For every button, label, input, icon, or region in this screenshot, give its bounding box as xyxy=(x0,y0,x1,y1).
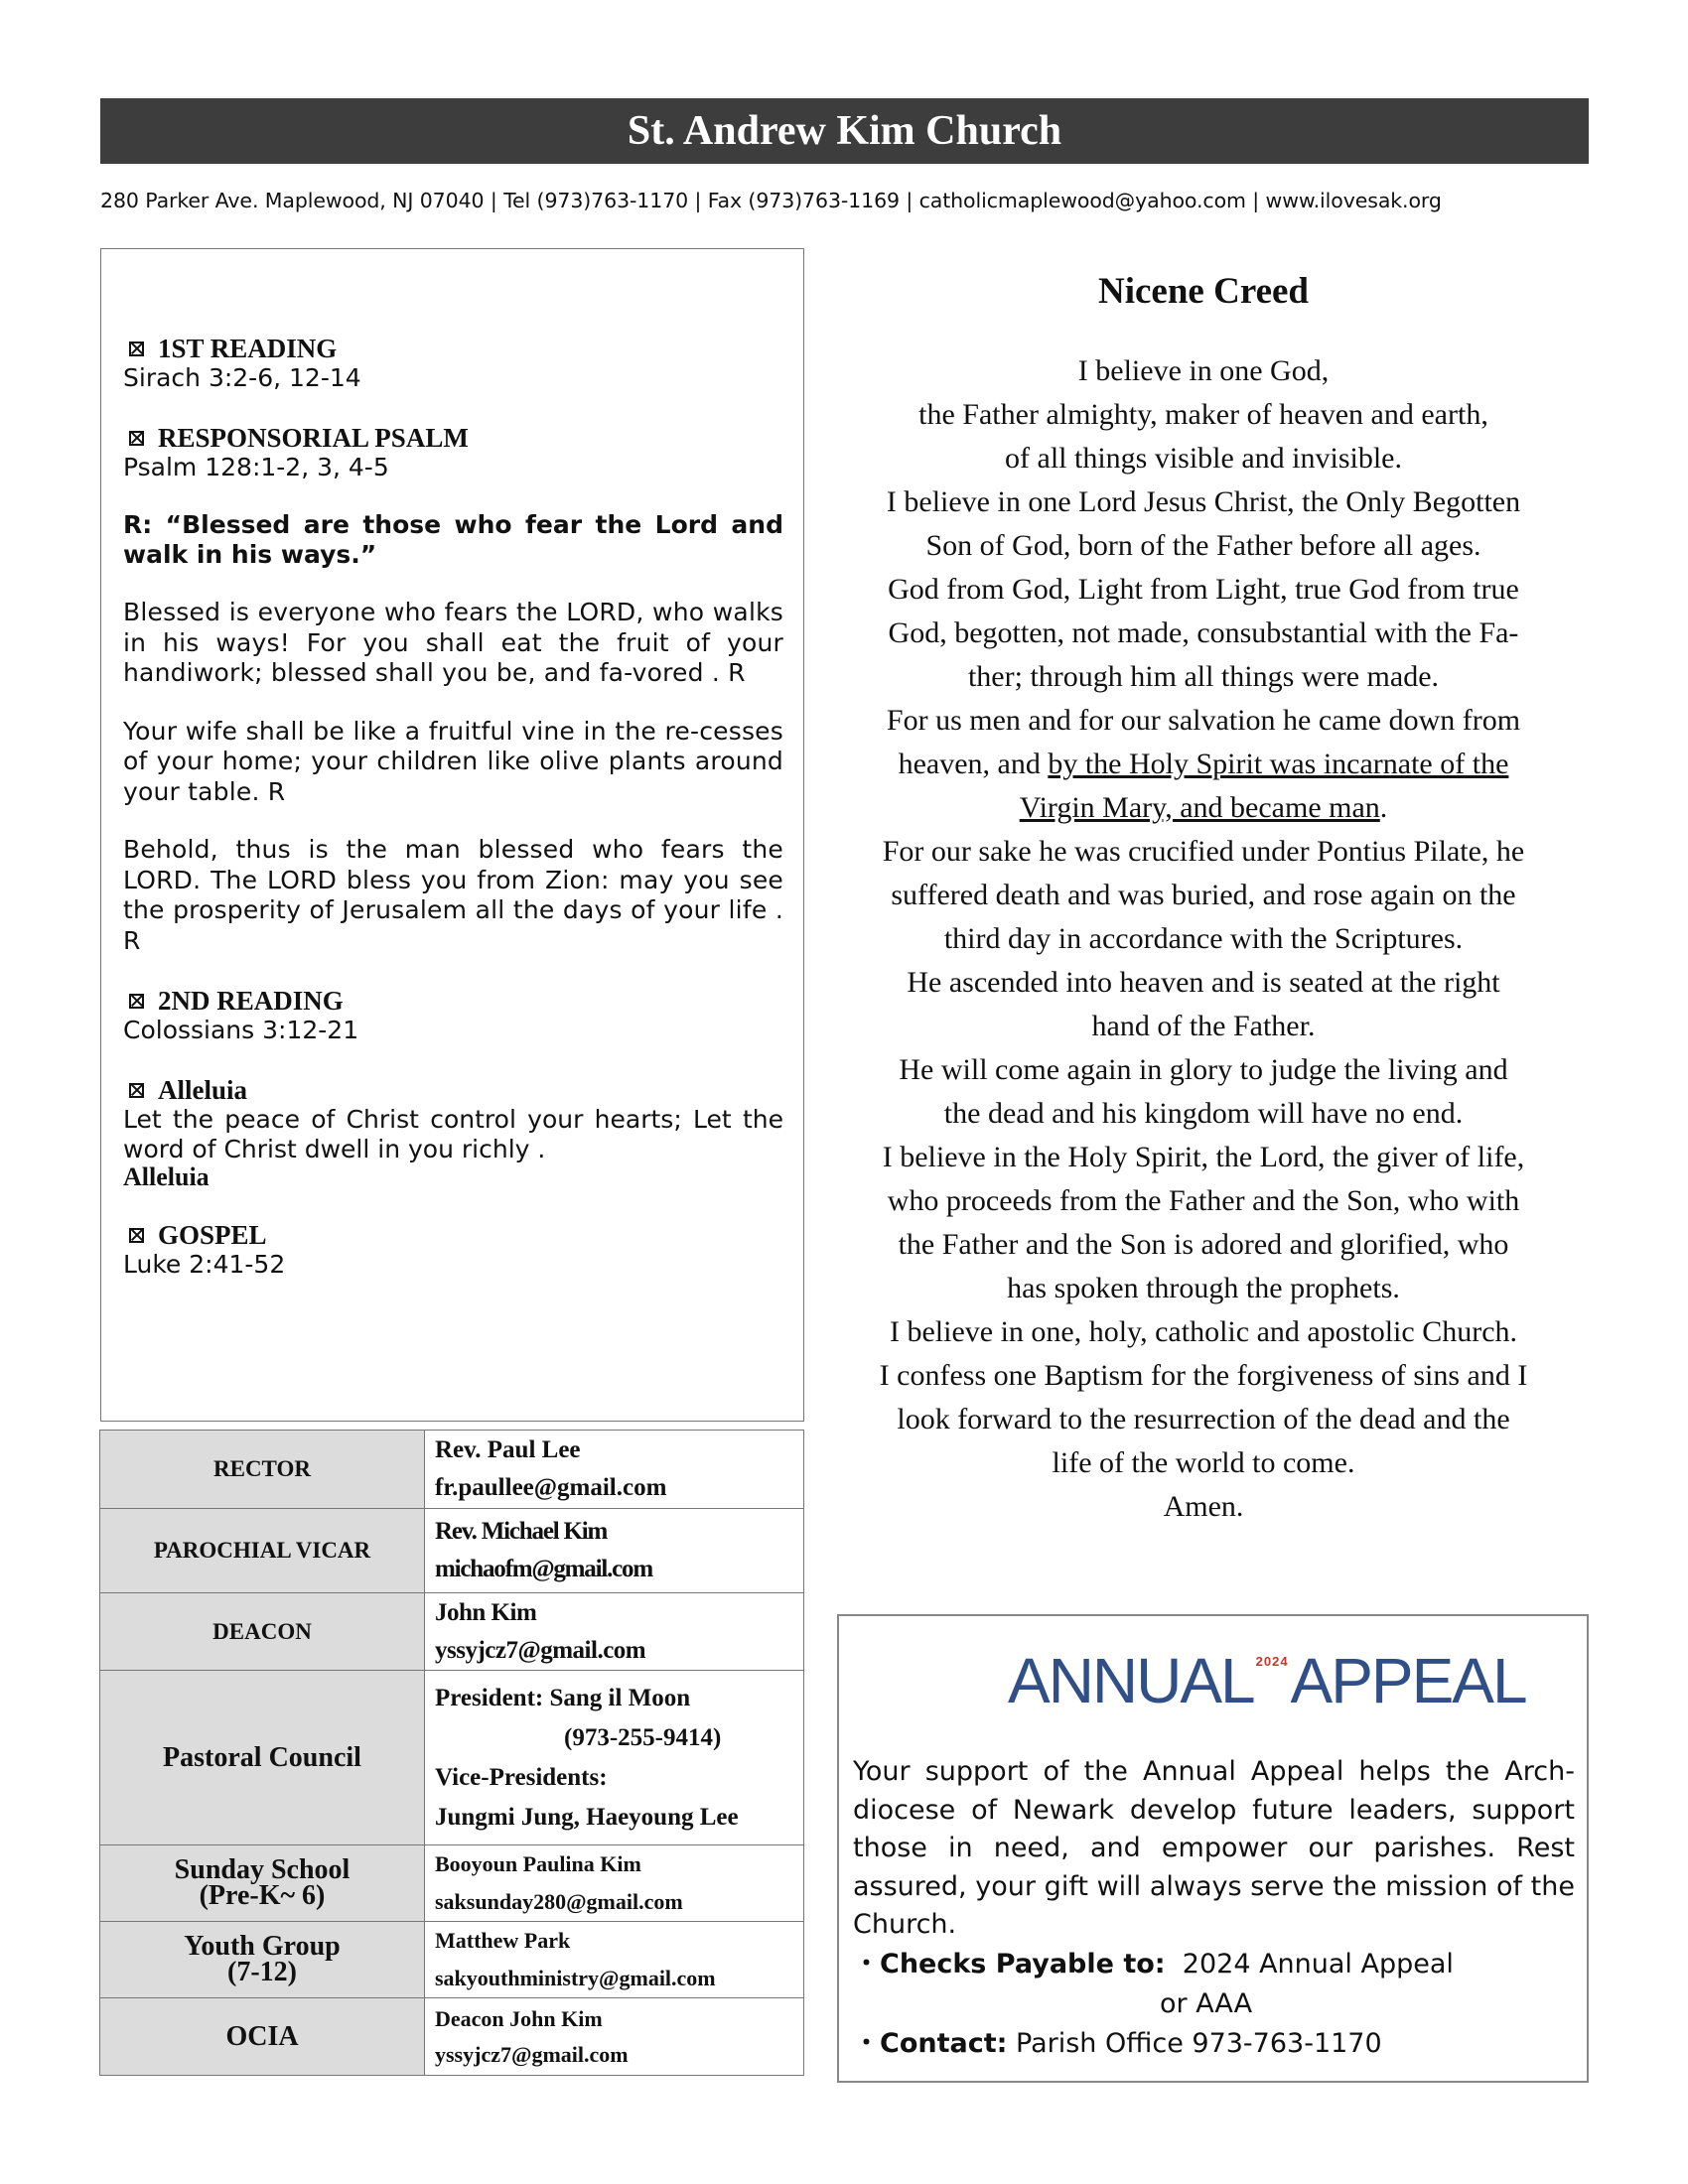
creed-line: third day in accordance with the Scriptures. xyxy=(943,922,1464,955)
annual-appeal-logo xyxy=(1008,1644,1526,1716)
staff-role: OCIA xyxy=(100,1998,425,2076)
creed-line: God from God, Light from Light, true God from true xyxy=(888,573,1519,606)
staff-email: fr.paullee@gmail.com xyxy=(435,1474,667,1501)
staff-name: Rev. Michael Kim xyxy=(435,1518,608,1545)
staff-email: sakyouthministry@gmail.com xyxy=(435,1966,716,1990)
creed-line: For our sake he was crucified under Pontius Pilate, he xyxy=(882,835,1525,868)
creed-text: heaven, and xyxy=(898,748,1049,780)
staff-info xyxy=(425,1509,804,1593)
staff-name: Booyoun Paulina Kim xyxy=(435,1851,641,1876)
creed-line: He ascended into heaven and is seated at the right xyxy=(907,966,1500,999)
first-reading-ref: Sirach 3:2-6, 12-14 xyxy=(123,363,361,392)
readings-box xyxy=(100,248,804,1422)
psalm-label: RESPONSORIAL PSALM xyxy=(158,423,469,453)
staff-info xyxy=(425,1922,804,1998)
staff-role: PAROCHIAL VICAR xyxy=(100,1509,425,1593)
creed-line: the dead and his kingdom will have no end. xyxy=(943,1097,1464,1130)
staff-row-parochial-vicar xyxy=(100,1509,804,1593)
gospel-ref: Luke 2:41-52 xyxy=(123,1250,286,1279)
staff-row-sunday-school xyxy=(100,1845,804,1922)
staff-role: DEACON xyxy=(100,1593,425,1671)
creed-underlined-text: by the Holy Spirit was incarnate of the xyxy=(1048,748,1509,780)
gospel-label: GOSPEL xyxy=(158,1220,267,1250)
staff-role-name: Sunday School xyxy=(174,1854,351,1885)
staff-email: yssyjcz7@gmail.com xyxy=(435,2041,629,2067)
response-mark: R xyxy=(728,658,746,687)
creed-line: I believe in one Lord Jesus Christ, the Only Begotten xyxy=(886,485,1521,518)
appeal-description: Your support of the Annual Appeal helps the Arch-diocese of Newark develop future leaders, support those in need, and empower our parishes. Rest assured, your gift will always serve the mission of the Church. xyxy=(853,1756,1575,1940)
staff-role xyxy=(100,1922,425,1998)
cross-box-icon xyxy=(129,994,144,1009)
staff-row-youth-group xyxy=(100,1922,804,1998)
staff-phone: (973-255-9414) xyxy=(564,1723,722,1751)
psalm-title xyxy=(123,423,783,453)
staff-name: John Kim xyxy=(435,1598,537,1626)
alleluia-label: Alleluia xyxy=(158,1075,248,1105)
church-name-banner xyxy=(100,98,1589,164)
staff-role xyxy=(100,1845,425,1922)
contact-label: ・Contact: xyxy=(853,2028,1008,2059)
checks-label: ・Checks Payable to: xyxy=(853,1949,1166,1979)
alleluia-title xyxy=(123,1075,783,1105)
creed-line: life of the world to come. xyxy=(1052,1446,1355,1479)
psalm-verse-3 xyxy=(123,835,783,956)
gospel-title xyxy=(123,1220,783,1250)
creed-line xyxy=(840,743,1567,786)
contact-line: 280 Parker Ave. Maplewood, NJ 07040 | Tel (973)763-1170 | Fax (973)763-1169 | catholicmaplewood@yahoo.com | www.ilovesak.org xyxy=(100,189,1442,212)
creed-line: I believe in the Holy Spirit, the Lord, the giver of life, xyxy=(882,1141,1525,1173)
contact-value: Parish Office 973-763-1170 xyxy=(1016,2028,1382,2059)
creed-line: I believe in one God, xyxy=(1077,354,1330,387)
staff-row-ocia xyxy=(100,1998,804,2076)
alleluia-end: Alleluia xyxy=(123,1162,210,1191)
psalm-verse-2 xyxy=(123,717,783,808)
checks-value: 2024 Annual Appeal xyxy=(1182,1949,1454,1979)
staff-name: Deacon John Kim xyxy=(435,2005,603,2031)
cross-box-icon xyxy=(129,1083,144,1098)
creed-line: I confess one Baptism for the forgiveness of sins and I xyxy=(879,1359,1528,1392)
creed-line: He will come again in glory to judge the living and xyxy=(899,1053,1508,1086)
logo-year: 2024 xyxy=(1255,1654,1289,1669)
creed-line: who proceeds from the Father and the Son, who with xyxy=(887,1184,1520,1217)
creed-line: ther; through him all things were made. xyxy=(967,660,1440,693)
creed-line: God, begotten, not made, consubstantial with the Fa- xyxy=(888,616,1519,649)
creed-line: I believe in one, holy, catholic and apostolic Church. xyxy=(889,1315,1518,1348)
staff-email: saksunday280@gmail.com xyxy=(435,1889,683,1914)
psalm-response: R: “Blessed are those who fear the Lord and walk in his ways.” xyxy=(123,510,783,569)
church-name: St. Andrew Kim Church xyxy=(627,108,1062,154)
alleluia-text: Let the peace of Christ control your hearts; Let the word of Christ dwell in you richly . xyxy=(123,1105,783,1163)
verse-1-text: Blessed is everyone who fears the LORD, who walks in his ways! For you shall eat the fruit of your handiwork; blessed shall you be, and fa-vored . xyxy=(123,598,783,687)
second-reading-ref: Colossians 3:12-21 xyxy=(123,1016,359,1044)
creed-line: of all things visible and invisible. xyxy=(1005,442,1402,475)
annual-appeal-box xyxy=(837,1614,1589,2083)
response-mark: R xyxy=(123,925,141,955)
readings-list xyxy=(123,334,783,1280)
creed-line: the Father almighty, maker of heaven and earth, xyxy=(918,398,1488,431)
logo-appeal: APPEAL xyxy=(1290,1645,1526,1716)
staff-name: Rev. Paul Lee xyxy=(435,1436,581,1463)
creed-line xyxy=(840,786,1567,830)
staff-name: Matthew Park xyxy=(435,1928,571,1953)
staff-name: President: Sang il Moon xyxy=(435,1684,691,1711)
creed-line: suffered death and was buried, and rose again on the xyxy=(891,879,1516,911)
appeal-checks-row xyxy=(853,1946,1454,1983)
creed-title: Nicene Creed xyxy=(1098,271,1309,312)
staff-role: RECTOR xyxy=(100,1431,425,1509)
verse-2-text: Your wife shall be like a fruitful vine in the re-cesses of your home; your children like olive plants around your table. xyxy=(123,716,783,806)
psalm-verse-1 xyxy=(123,598,783,689)
second-reading-label: 2ND READING xyxy=(158,986,344,1016)
staff-label: Vice-Presidents: xyxy=(435,1763,608,1791)
staff-role-grades: (7-12) xyxy=(227,1957,297,1987)
staff-info xyxy=(425,1593,804,1671)
staff-role-name: Youth Group xyxy=(184,1931,341,1962)
staff-email: michaofm@gmail.com xyxy=(435,1556,652,1582)
staff-table xyxy=(99,1430,804,2076)
appeal-contact-row xyxy=(853,2025,1382,2063)
staff-info xyxy=(425,1845,804,1922)
logo-annual: ANNUAL xyxy=(1008,1645,1254,1716)
creed-line: hand of the Father. xyxy=(1091,1010,1316,1042)
staff-info xyxy=(425,1431,804,1509)
creed-line: the Father and the Son is adored and glorified, who xyxy=(898,1228,1509,1261)
creed-line: Amen. xyxy=(1163,1490,1244,1523)
second-reading-title xyxy=(123,986,783,1016)
response-mark: R xyxy=(267,776,286,806)
staff-row-pastoral-council xyxy=(100,1671,804,1845)
staff-name: Jungmi Jung, Haeyoung Lee xyxy=(435,1803,739,1831)
staff-role-grades: (Pre-K~ 6) xyxy=(199,1880,326,1911)
creed-line: has spoken through the prophets. xyxy=(1007,1272,1400,1304)
psalm-ref: Psalm 128:1-2, 3, 4-5 xyxy=(123,453,389,481)
cross-box-icon xyxy=(129,1228,144,1243)
staff-info xyxy=(425,1998,804,2076)
verse-3-text: Behold, thus is the man blessed who fears the LORD. The LORD bless you from Zion: may you see the prosperity of Jerusalem all the days of your life . xyxy=(123,835,783,924)
cross-box-icon xyxy=(129,431,144,446)
staff-info xyxy=(425,1671,804,1845)
staff-row-deacon xyxy=(100,1593,804,1671)
cross-box-icon xyxy=(129,341,144,356)
appeal-checks-alt: or AAA xyxy=(1160,1988,1253,2019)
staff-email: yssyjcz7@gmail.com xyxy=(435,1636,646,1664)
creed-line: Son of God, born of the Father before all ages. xyxy=(925,529,1481,562)
nicene-creed xyxy=(840,268,1567,1529)
first-reading-label: 1ST READING xyxy=(158,334,338,363)
creed-line: look forward to the resurrection of the dead and the xyxy=(897,1403,1510,1435)
staff-role: Pastoral Council xyxy=(100,1671,425,1845)
creed-line: For us men and for our salvation he came down from xyxy=(886,704,1521,737)
creed-text: . xyxy=(1379,791,1388,824)
first-reading-title xyxy=(123,334,783,363)
staff-row-rector xyxy=(100,1431,804,1509)
creed-underlined-text: Virgin Mary, and became man xyxy=(1019,791,1380,824)
